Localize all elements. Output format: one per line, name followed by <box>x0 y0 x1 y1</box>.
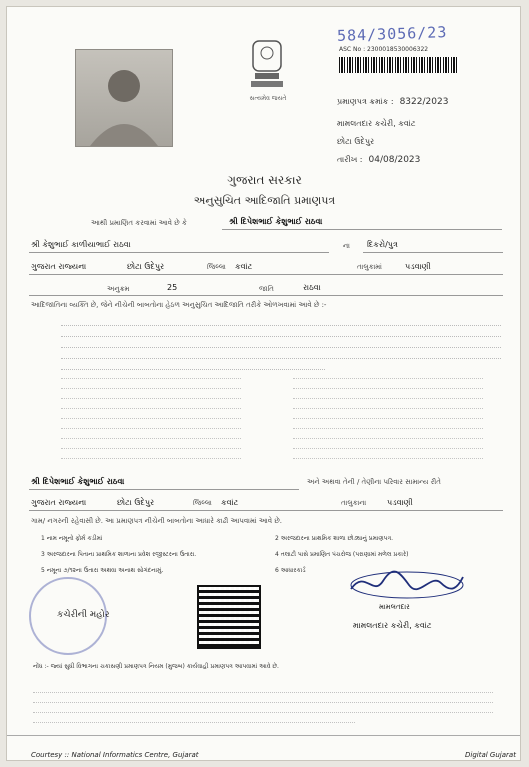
cert-number: 8322/2023 <box>399 97 449 107</box>
caste-label: જાતિ <box>259 285 274 293</box>
legal-basis-text: આદિજાતિના વ્યક્તિ છે, જેને નીચેની બાબતોના હેઠળ અનુસુચિત આદિજાતિ તરીકે ઓળખવામાં આવે છે :- <box>31 301 327 309</box>
basis-item-2: 2 અરજદારના પ્રાથમિક શાળા છોડ્યાનું પ્રમાણપત્ર. <box>275 535 394 542</box>
qr-code <box>197 585 261 649</box>
district-2: છોટા ઉદેપુર <box>117 498 155 507</box>
national-emblem-icon <box>245 33 289 91</box>
taluka-2: કવાંટ <box>221 498 239 507</box>
serial-label: અનુક્રમ <box>107 285 130 293</box>
state: ગુજરાત રાજ્યના <box>31 262 87 271</box>
seal-text: કચેરીની મહોર <box>57 610 110 620</box>
family-text: અને અથવા તેની / તેણીના પરિવાર સામાન્ય રીતે <box>307 478 441 486</box>
signature-icon <box>347 563 467 601</box>
relation-label: ના <box>343 242 350 250</box>
note-text: નોંધ :- જ્યાં સુધી વિભાગના ચકાસણી પ્રમાણપત્ર નિયમ (મુજબ) કાર્યવાહી પ્રમાણપત્ર આપવામાં આવે છે. <box>33 663 279 670</box>
caste: રાઠવા <box>303 283 321 292</box>
taluka-label: તાલુકામાં <box>357 263 382 271</box>
state-2: ગુજરાત રાજ્યના <box>31 498 87 507</box>
certificate-page <box>6 6 521 761</box>
legal-clauses <box>61 315 501 374</box>
village-2: પડવાણી <box>387 498 413 507</box>
handwritten-reference: 584/3056/23 <box>336 23 448 45</box>
cert-number-row: પ્રમાણપત્ર ક્રમાંક : 8322/2023 <box>337 97 449 107</box>
barcode-label: ASC No : 2300018530006322 <box>339 46 429 53</box>
district-label-2: જિલ્લા <box>193 499 212 507</box>
person-silhouette-icon <box>76 50 172 146</box>
note-lines <box>33 683 493 728</box>
basis-item-3: 3 અરજદારના પિતાના પ્રાથમિક શાળાના પ્રવેશ રજીસ્ટરના ઉતારા. <box>41 551 197 558</box>
basis-item-6: 6 આધારકાર્ડ <box>275 567 306 574</box>
district: છોટા ઉદેપુર <box>127 262 165 271</box>
issue-date: 04/08/2023 <box>368 155 421 165</box>
place-name: છોટા ઉદેપુર <box>337 137 375 146</box>
village-line: ગામ/ નગરની રહેવાસી છે. આ પ્રમાણપત્ર નીચેની બાબતોના આધારે કાઢી આપવામાં આવે છે. <box>31 517 282 525</box>
basis-item-4: 4 તલાટી પાસે પ્રમાણિત પંચરોજ (પરાણામાં મળેલ પ્રકારે) <box>275 551 409 558</box>
signatory-title: મામલતદાર <box>379 603 410 611</box>
barcode <box>339 57 459 73</box>
footer-brand: Digital Gujarat <box>465 751 516 759</box>
signatory-office: મામલતદાર કચેરી, કવાંટ <box>353 621 432 630</box>
footer-courtesy: Courtesy :: National Informatics Centre, Gujarat <box>31 751 199 759</box>
taluka-label-2: તાલુકાના <box>341 499 367 507</box>
applicant-photo <box>75 49 173 147</box>
notification-list-left <box>61 369 241 464</box>
father-name: શ્રી કેશુભાઈ કાળીયાભાઈ રાઠવા <box>31 240 131 249</box>
emblem-caption: સત્યમેવ જયતે <box>249 95 287 102</box>
basis-item-1: 1 નામ નમૂનો ફોર્મ કડીમાં <box>41 535 103 542</box>
relation: દિકરો/પુત્ર <box>367 240 398 249</box>
notification-list-right <box>293 369 483 464</box>
office-name: મામલતદાર કચેરી, કવાંટ <box>337 119 416 128</box>
district-label: જિલ્લા <box>207 263 226 271</box>
taluka: કવાંટ <box>235 262 253 271</box>
serial-number: 25 <box>167 283 178 292</box>
applicant-name-2: શ્રી દિપેશભાઈ કેશુભાઈ રાઠવા <box>31 477 125 486</box>
date-row: તારીખ : 04/08/2023 <box>337 155 421 165</box>
cert-title: અનુસુચિત આદિજાતિ પ્રમાણપત્ર <box>193 194 336 207</box>
basis-item-5: 5 નમૂના ૭/૧૨ના ઉતારા અથવા અનાથ સોગંદનામું. <box>41 567 164 574</box>
gov-title: ગુજરાત સરકાર <box>227 173 302 187</box>
applicant-name: શ્રી દિપેશભાઈ કેશુભાઈ રાઠવા <box>229 217 323 226</box>
row1-label: આથી પ્રમાણિત કરવામાં આવે છે કે <box>91 219 187 227</box>
footer-divider <box>7 735 521 736</box>
village: પડવાણી <box>405 262 431 271</box>
